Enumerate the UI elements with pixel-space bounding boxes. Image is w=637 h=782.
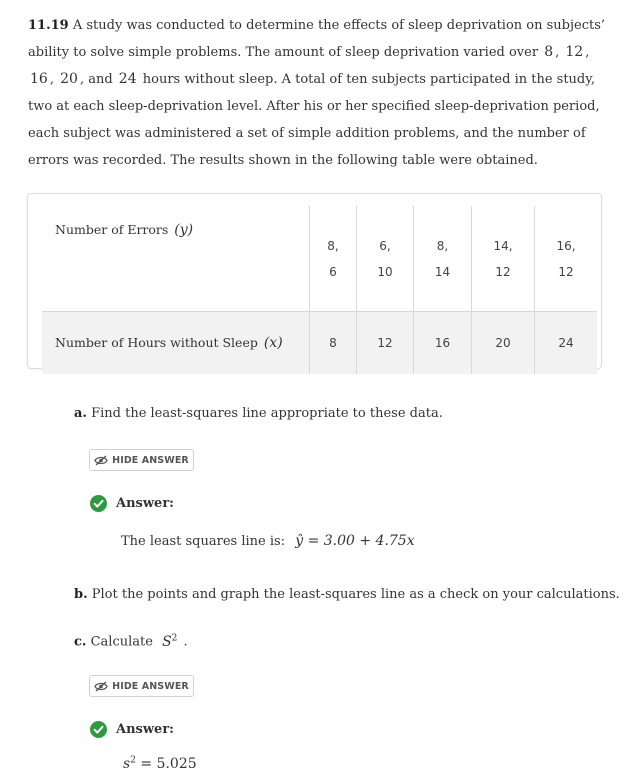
s-squared-answer: $s^2 = 5.025$ [123, 755, 197, 772]
answer-body-c [121, 755, 199, 772]
part-b-text: Plot the points and graph the least-squares line as a check on your calculations. [91, 587, 620, 602]
answer-a-text: The least squares line is: [121, 534, 286, 549]
var-y: (y) [174, 222, 194, 238]
sep-1: , [555, 45, 560, 60]
table-cell: 8, 14 [414, 206, 472, 312]
sep-4: , and [79, 72, 113, 87]
least-squares-equation: ŷ = 3.00 + 4.75x [295, 533, 415, 549]
part-c-end: . [183, 634, 188, 650]
answer-heading-a [90, 495, 174, 512]
part-a-letter: a. [74, 406, 87, 421]
table-cell: 12 [357, 312, 414, 375]
table-row-errors [42, 206, 597, 312]
answer-body-a [121, 533, 417, 549]
table-cell: 14, 12 [472, 206, 535, 312]
answer-heading-c [90, 721, 174, 738]
hide-answer-label-c: HIDE ANSWER [112, 680, 189, 692]
data-table [42, 206, 597, 374]
part-c-letter: c. [74, 634, 87, 650]
table-row-hours [42, 312, 597, 375]
problem-text-intro: A study was conducted to determine the effects of sleep deprivation on subjects’ ability to solve simple problems. The amount of sleep deprivation varied over [28, 18, 606, 60]
table-cell: 8, 6 [310, 206, 357, 312]
table-cell: 6, 10 [357, 206, 414, 312]
data-table-card [27, 193, 602, 369]
hide-answer-label-a: HIDE ANSWER [112, 454, 189, 466]
value-24: 24 [118, 71, 137, 87]
sep-3: , [49, 72, 54, 87]
hide-answer-button-c[interactable] [89, 675, 194, 697]
sep-2: , [585, 45, 590, 60]
part-c-text: Calculate [90, 634, 153, 650]
table-cell: 16, 12 [535, 206, 598, 312]
eye-slash-icon [94, 681, 108, 692]
value-16: 16 [30, 71, 48, 87]
hide-answer-button-a[interactable] [89, 449, 194, 471]
table-cell: 8 [310, 312, 357, 375]
value-12: 12 [565, 44, 584, 60]
problem-text-rest: hours without sleep. A total of ten subjects participated in the study, two at each sleep-deprivation level. After his or her specified sleep-deprivation period, each subject was administered a set of simple addition problems, and the number of errors was recorded. The results shown in the following table were obtained. [28, 72, 600, 168]
row-label-hours: Number of Hours without Sleep (x) [42, 312, 310, 375]
eye-slash-icon [94, 455, 108, 466]
table-cell: 16 [414, 312, 472, 375]
var-x: (x) [263, 335, 283, 351]
part-c-question [74, 633, 188, 650]
check-circle-icon [90, 721, 107, 738]
table-cell: 24 [535, 312, 598, 375]
part-b-letter: b. [74, 587, 88, 602]
value-8: 8 [544, 44, 554, 60]
s-squared-symbol: $S^2$ [162, 633, 178, 650]
answer-label-a: Answer: [116, 496, 174, 511]
part-a-question [74, 406, 443, 421]
part-a-text: Find the least-squares line appropriate to these data. [91, 406, 443, 421]
problem-number: 11.19 [28, 18, 69, 33]
value-20: 20 [60, 71, 78, 87]
answer-label-c: Answer: [116, 722, 174, 737]
row-label-errors: Number of Errors (y) [55, 222, 194, 238]
part-b-question [74, 587, 620, 602]
table-cell: 20 [472, 312, 535, 375]
problem-statement [28, 12, 613, 174]
check-circle-icon [90, 495, 107, 512]
